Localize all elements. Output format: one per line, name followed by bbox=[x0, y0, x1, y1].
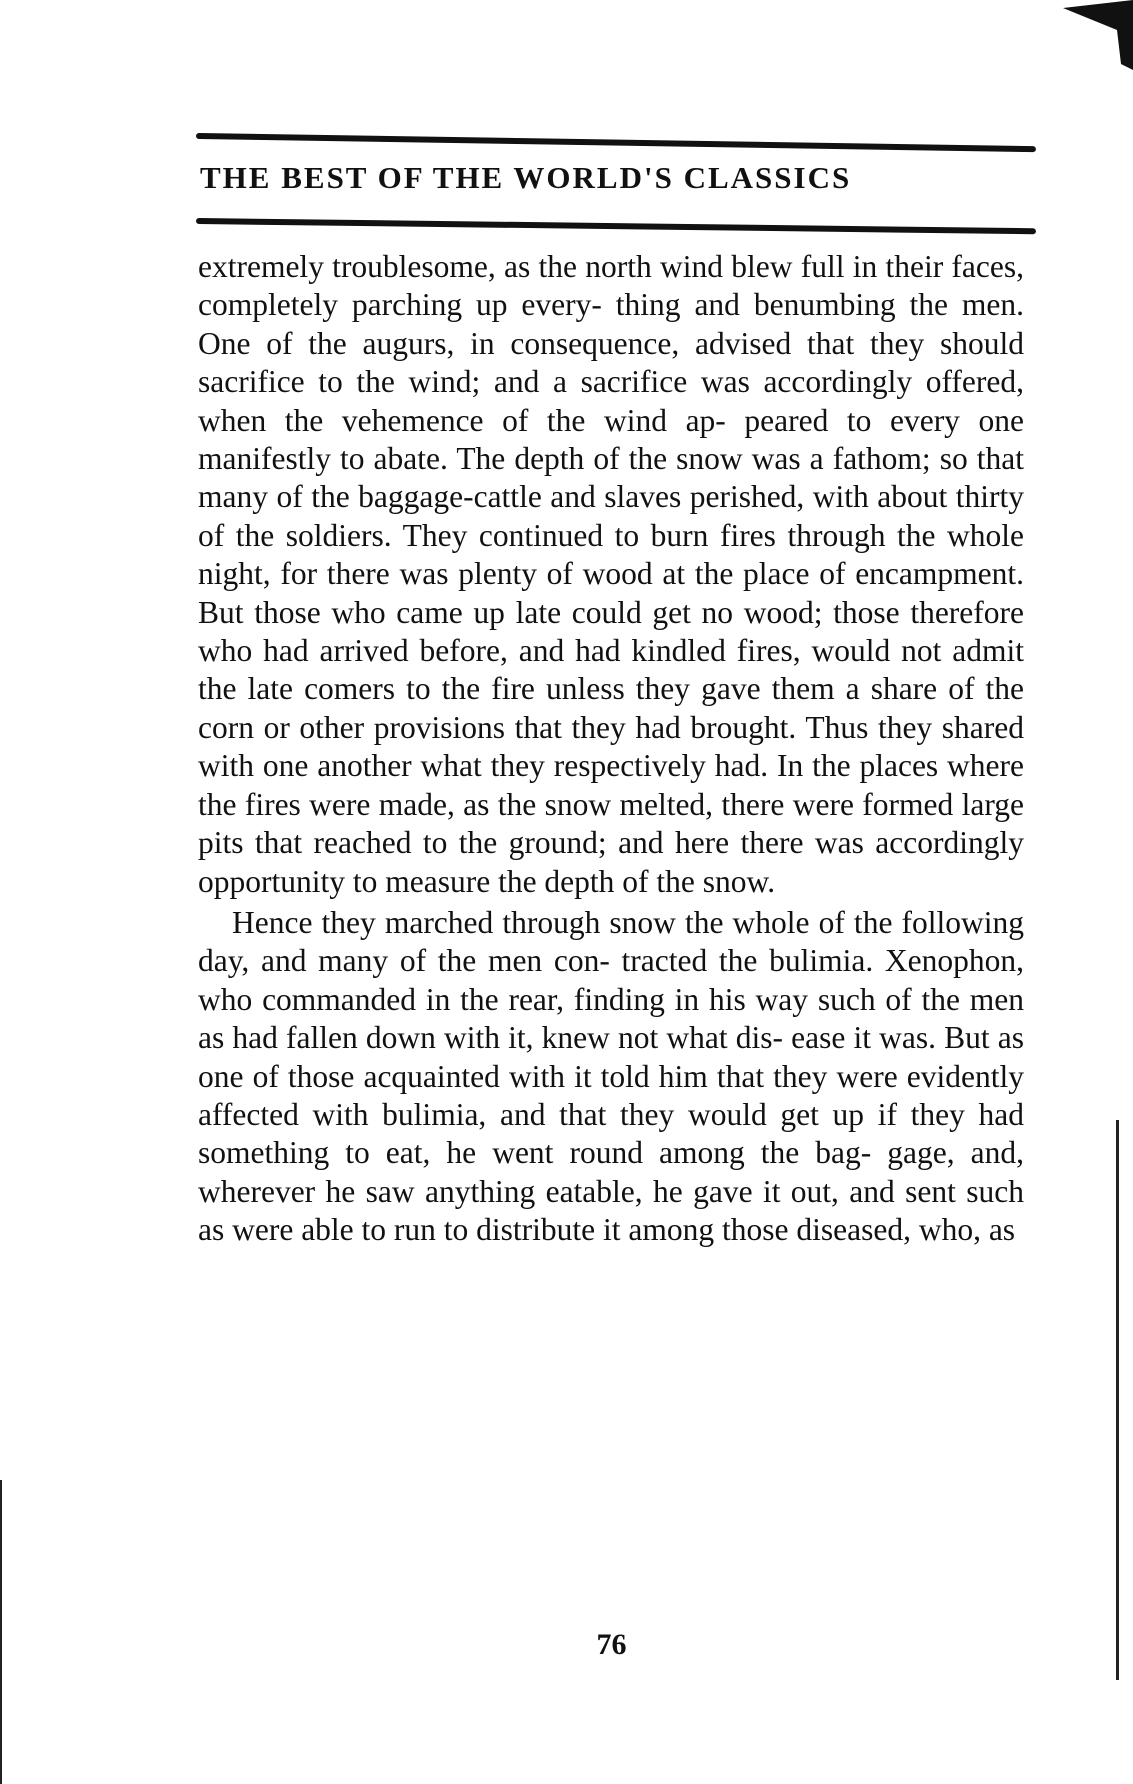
header-bottom-rule bbox=[196, 218, 1036, 234]
header-top-rule bbox=[196, 133, 1036, 152]
page-corner-shadow bbox=[1063, 0, 1133, 70]
right-page-edge bbox=[1116, 1120, 1119, 1680]
paragraph-2: Hence they marched through snow the whole of the following day, and many of the men con- tracted the bulimia. Xenophon, who commanded in the rear, finding in his way such of the men as had fallen down with it, knew not what dis- ease it was. But as one of those acquainted with it told him that they were evidently affected with bulimia, and that they would get up if they had something to eat, he went round among the bag- gage, and, wherever he saw anything eatable, he gave it out, and sent such as were able to run to distribute it among those diseased, who, as bbox=[198, 904, 1024, 1248]
body-text bbox=[198, 248, 1024, 1250]
running-head-title: THE BEST OF THE WORLD'S CLASSICS bbox=[200, 160, 852, 195]
paragraph-1: extremely troublesome, as the north wind blew full in their faces, completely parching up every- thing and benumbing the men. One of the augurs, in consequence, advised that they should sacrifice to the wind; and a sacrifice was accordingly offered, when the vehemence of the wind ap- peared to every one manifestly to abate. The depth of the snow was a fathom; so that many of the baggage-cattle and slaves perished, with about thirty of the soldiers. They continued to burn fires through the whole night, for there was plenty of wood at the place of encampment. But those who came up late could get no wood; those therefore who had arrived before, and had kindled fires, would not admit the late comers to the fire unless they gave them a share of the corn or other provisions that they had brought. Thus they shared with one another what they respectively had. In the places where the fires were made, as the snow melted, there were formed large pits that reached to the ground; and here there was accordingly opportunity to measure the depth of the snow. bbox=[198, 249, 1024, 899]
page-number: 76 bbox=[596, 1628, 627, 1661]
left-page-edge bbox=[0, 1480, 2, 1784]
